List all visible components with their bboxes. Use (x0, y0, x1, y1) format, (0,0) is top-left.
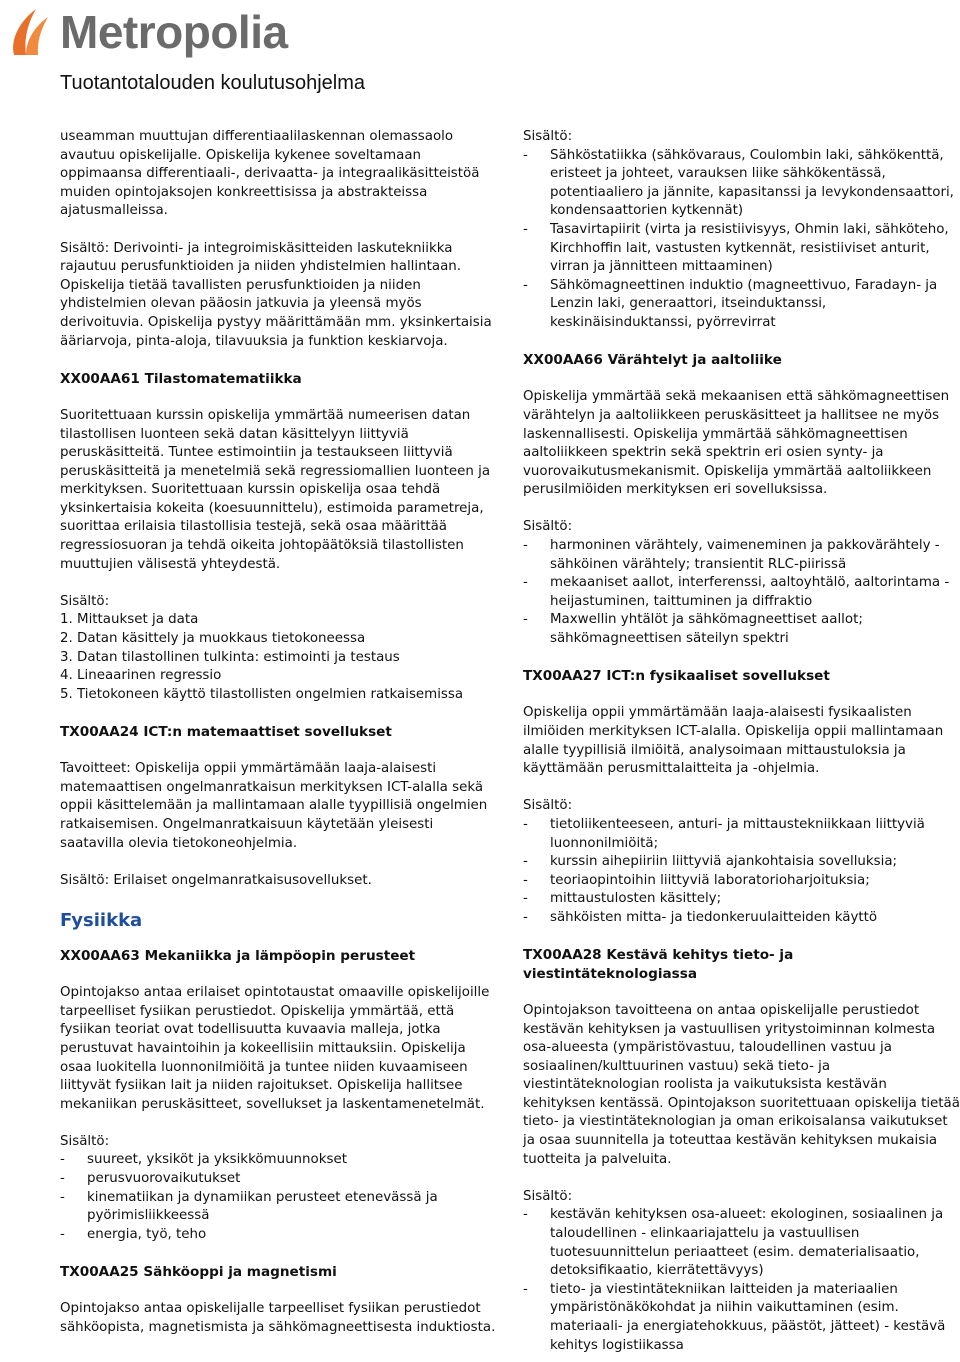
content-list-xx66 (523, 537, 960, 649)
content-label: Sisältö: (523, 798, 573, 814)
list-item: 3. Datan tilastollinen tulkinta: estimointi ja testaus (60, 649, 400, 665)
list-item: 5. Tietokoneen käyttö tilastollisten ongelmien ratkaisemissa (60, 686, 464, 702)
list-item: - energia, työ, teho (60, 1226, 500, 1245)
content-list-tx25 (523, 147, 960, 333)
content-text-tx24: Sisältö: Erilaiset ongelmanratkaisusovellukset. (60, 872, 372, 888)
logo (6, 2, 288, 62)
list-item: - kurssin aihepiiriin liittyviä ajankohtaisia sovelluksia; (523, 853, 960, 872)
course-description-tx25: Opintojakso antaa opiskelijalle tarpeelliset fysiikan perustiedot sähköopista, magnetismista ja sähkömagneettisesta induktiosta. (60, 1301, 496, 1335)
course-title-tx24: TX00AA24 ICT:n matemaattiset sovellukset (60, 724, 392, 740)
content-label: Sisältö: (60, 1133, 110, 1149)
intro-paragraph: useamman muuttujan differentiaalilaskennan olemassaolo avautuu opiskelijalle. Opiskelija kykenee soveltamaan oppimaansa differentiaali-, derivaatta- ja integraalikäsitteistöä muiden opintojaksojen konkreettisissa ja abstrakteissa ajatusmalleissa. (60, 129, 480, 219)
list-item: 2. Datan käsittely ja muokkaus tietokoneessa (60, 631, 366, 647)
content-label: Sisältö: (523, 129, 573, 144)
list-item: - Tasavirtapiirit (virta ja resistiivisyys, Ohmin laki, sähköteho, Kirchhoffin lait, vastusten kytkennät, resistiiviset anturit, virran ja jännitteen mittaaminen) (523, 221, 960, 277)
list-item: - harmoninen värähtely, vaimeneminen ja pakkovärähtely - sähköinen värähtely; transientit RLC-piirissä (523, 537, 960, 574)
list-item: - Sähkömagneettinen induktio (magneettivuo, Faradayn- ja Lenzin laki, generaattori, itseinduktanssi, keskinäisinduktanssi, pyörrevirrat (523, 277, 960, 333)
list-item: - tieto- ja viestintätekniikan laitteiden ja materiaalien ympäristönäkökohdat ja niihin vaikuttaminen (esim. materiaali- ja energiatehokkuus, päästöt, jätteet) - kestävä kehitys logistiikassa (523, 1281, 960, 1355)
list-item: - Maxwellin yhtälöt ja sähkömagneettiset aallot; sähkömagneettisen säteilyn spektri (523, 611, 960, 648)
content-label: Sisältö: (523, 519, 573, 535)
course-title-tx25: TX00AA25 Sähköoppi ja magnetismi (60, 1264, 337, 1281)
course-description-tx28: Opintojakson tavoitteena on antaa opiskelijalle perustiedot kestävän kehityksen ja vastuullisen yritystoiminnan kolmesta osa-alueesta (ympäristövastuu, taloudellinen vastuu ja sosiaalinen/kulttuurinen vastuu) sekä tieto- ja viestintäteknologian roolista ja vaikutuksista kestävän kehityksen kentässä. Opintojakson suoritettuaan opiskelija tietää tieto- ja viestintäteknologian ja oman erikoisalansa vaikutukset ja osaa suunnitella ja toteuttaa kestävän kehityksen mukaisia tuotteita ja palveluita. (523, 1002, 960, 1167)
content-list-xx63 (60, 1151, 500, 1244)
list-item: - Sähköstatiikka (sähkövaraus, Coulombin laki, sähkökenttä, eristeet ja johteet, varauksen liike sähkökentässä, potentiaaliero ja jännite, kapasitanssi ja levykondensaattori, kondensaattorien kytkennät) (523, 147, 960, 221)
list-item: - sähköisten mitta- ja tiedonkeruulaitteiden käyttö (523, 909, 960, 928)
right-column (523, 128, 960, 1355)
course-title-xx63: XX00AA63 Mekaniikka ja lämpöopin perusteet (60, 947, 416, 964)
list-item: 1. Mittaukset ja data (60, 612, 199, 628)
page-title: Tuotantotalouden koulutusohjelma (60, 72, 366, 94)
list-item: - perusvuorovaikutukset (60, 1170, 500, 1189)
list-item: - tietoliikenteeseen, anturi- ja mittaustekniikkaan liittyviä luonnonilmiöitä; (523, 816, 960, 853)
course-title-tx27: TX00AA27 ICT:n fysikaaliset sovellukset (523, 668, 830, 685)
course-description-tx27: Opiskelija oppii ymmärtämään laaja-alaisesti fysikaalisten ilmiöiden merkityksen ICT-alalla. Opiskelija oppii mallintamaan alalle tyypillisiä ilmiöitä, analysoimaan mittaustuloksia ja käyttämään perusmittalaitteita ja -ohjelmia. (523, 705, 944, 777)
list-item: - mekaaniset aallot, interferenssi, aaltoyhtälö, aaltorintama - heijastuminen, taittuminen ja diffraktio (523, 574, 960, 611)
logo-text: Metropolia (60, 6, 288, 58)
course-description-xx63: Opintojakso antaa erilaiset opintotaustat omaaville opiskelijoille tarpeelliset fysiikan perustiedot. Opiskelija ymmärtää, että fysiikan teoriat ovat todellisuutta kuvaavia malleja, jotka perustuvat havaintoihin ja kokeellisiin mittauksiin. Opiskelija osaa luokitella luonnonilmiöitä ja tuntee niiden kuvaamiseen liittyvät fysiikan lait ja niiden rajoitukset. Opiskelija hallitsee mekaniikan peruskäsitteet, sovellukset ja laskentamenetelmät. (60, 985, 490, 1112)
section-heading-fysiikka: Fysiikka (60, 909, 143, 931)
intro-content-paragraph: Sisältö: Derivointi- ja integroimiskäsitteiden laskutekniikka rajautuu perusfunktioiden ja niiden yhdistelmien hallintaan. Opiskelija tietää tavallisten perusfunktioiden ja niiden yhdistelmien olevan pääosin jatkuvia ja yleensä myös derivoituvia. Opiskelija pystyy määrittämään mm. yksinkertaisia ääriarvoja, pinta-aloja, tilavuuksia ja funktion keskiarvoja. (60, 240, 492, 349)
course-description-tx24: Tavoitteet: Opiskelija oppii ymmärtämään laaja-alaisesti matemaattisen ongelmanratkaisun merkityksen ICT-alalla sekä oppii käsittelemään ja mallintamaan alalle tyypillisiä ongelmien ratkaisemisen. Ongelmanratkaisuun käytetään yleisesti saatavilla olevia tietokoneohjelmia. (60, 761, 488, 851)
course-title-tx28: TX00AA28 Kestävä kehitys tieto- ja viestintäteknologiassa (523, 947, 794, 982)
left-column (60, 128, 500, 1337)
course-title-xx66: XX00AA66 Värähtelyt ja aaltoliike (523, 352, 782, 369)
content-list-xx61 (60, 611, 500, 704)
list-item: - mittaustulosten käsittely; (523, 890, 960, 909)
list-item: 4. Lineaarinen regressio (60, 668, 222, 684)
course-description-xx66: Opiskelija ymmärtää sekä mekaanisen että sähkömagneettisen värähtelyn ja aaltoliikkeen peruskäsitteet ja hallitsee ne myös laskennallisesti. Opiskelija ymmärtää sähkömagneettisen aaltoliikkeen spektrin sekä spektrin eri osien synty- ja vuorovaikutusmekanismit. Opiskelija ymmärtää aaltoliikkeen perusilmiöiden merkityksen eri sovelluksissa. (523, 389, 950, 498)
content-label: Sisältö: (523, 1188, 573, 1204)
list-item: - teoriaopintoihin liittyviä laboratorioharjoituksia; (523, 872, 960, 891)
content-label: Sisältö: (60, 593, 110, 609)
list-item: - kestävän kehityksen osa-alueet: ekologinen, sosiaalinen ja taloudellinen - elinkaariajattelu ja vastuullisen tuotesuunnittelun periaatteet (esim. dematerialisaatio, detoksifikaatio, kierrätettävyys) (523, 1206, 960, 1280)
course-description-xx61: Suoritettuaan kurssin opiskelija ymmärtää numeerisen datan tilastollisen luonteen sekä datan käsittelyyn liittyviä peruskäsitteitä. Tuntee estimointiin ja testaukseen liittyviä peruskäsitteitä ja menetelmiä sekä regressiomallien luonteen ja merkityksen. Suoritettuaan kurssin opiskelija osaa tehdä yksinkertaisia kokeita (koesuunnittelu), estimoida parametreja, suorittaa erilaisia tilastollisia testejä, sekä osaa määrittää regressiosuoran ja tehdä oikeita johtopäätöksiä tilastollisten muuttujien välisestä yhteydestä. (60, 407, 491, 572)
course-title-xx61: XX00AA61 Tilastomatematiikka (60, 370, 302, 387)
content-list-tx28 (523, 1206, 960, 1355)
list-item: - suureet, yksiköt ja yksikkömuunnokset (60, 1151, 500, 1170)
content-list-tx27 (523, 816, 960, 928)
list-item: - kinematiikan ja dynamiikan perusteet etenevässä ja pyörimisliikkeessä (60, 1189, 500, 1226)
flame-swoosh-icon (6, 3, 56, 61)
